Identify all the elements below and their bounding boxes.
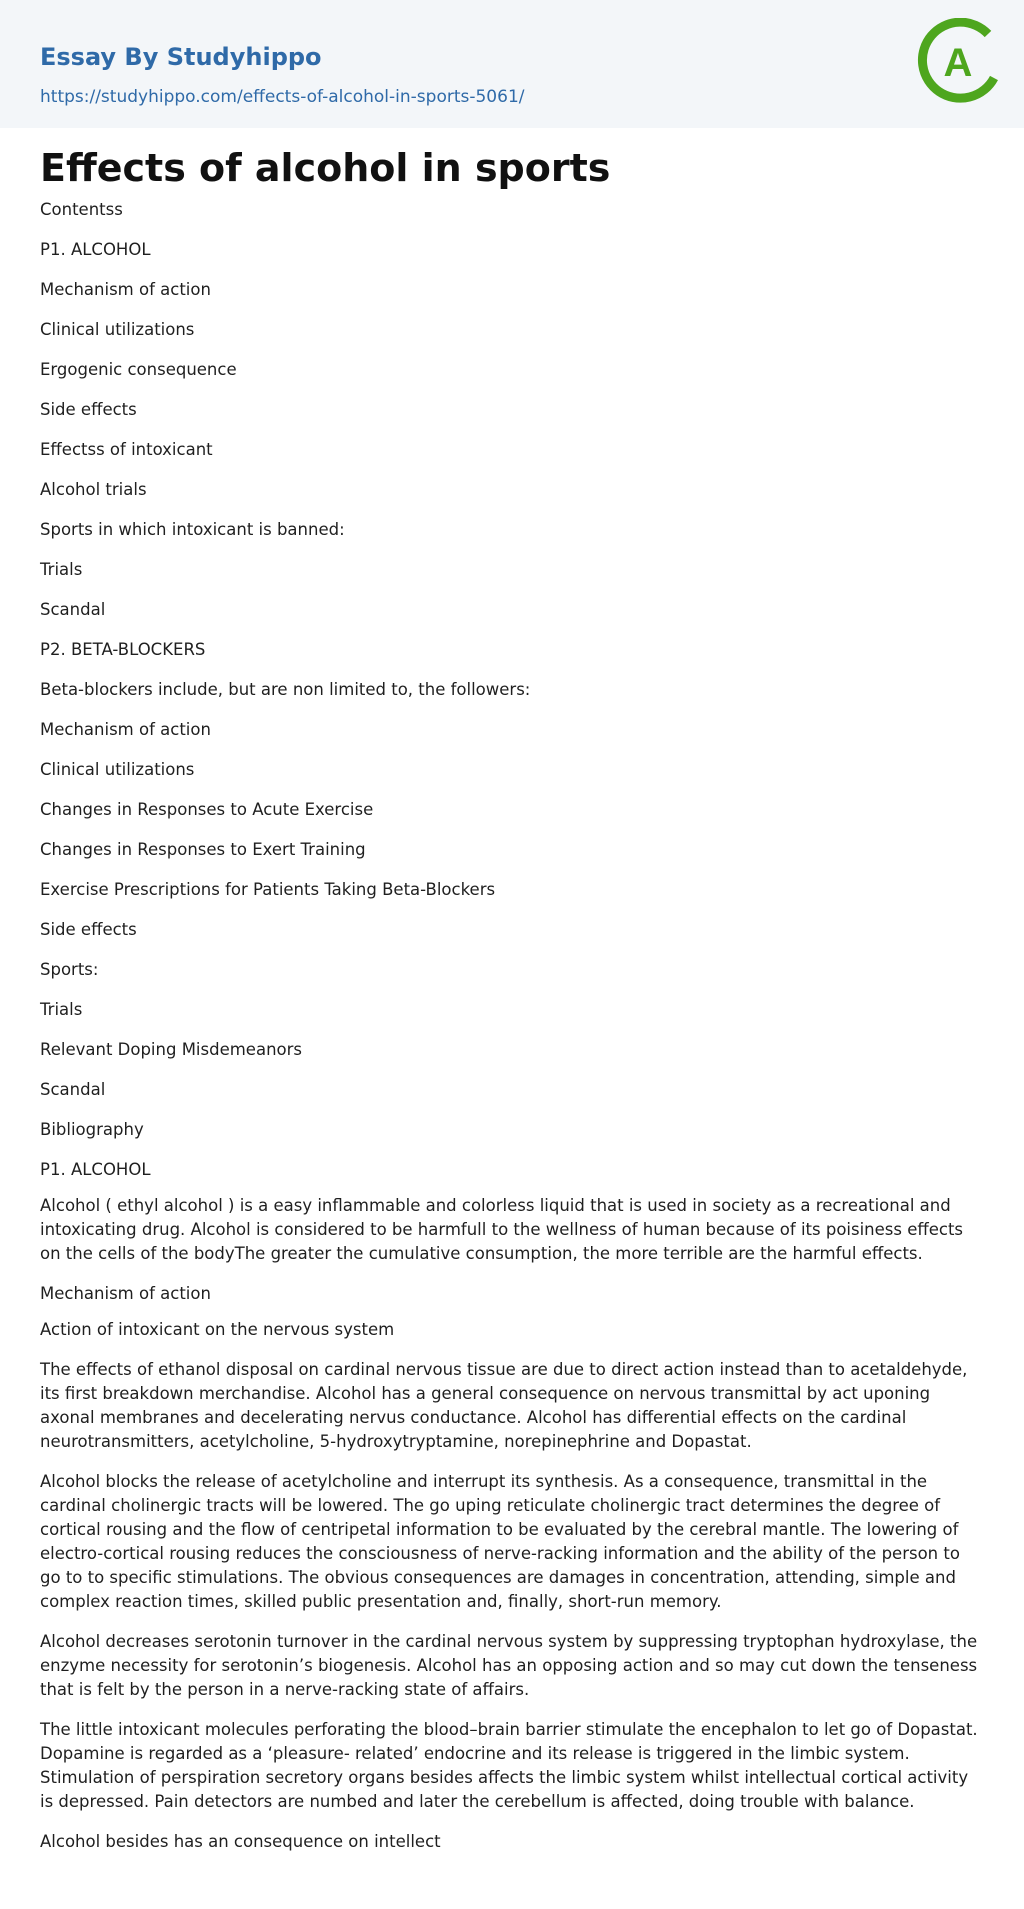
toc-item: Alcohol trials [40, 480, 147, 499]
site-header [0, 0, 1024, 128]
body-paragraph: Alcohol besides has an consequence on intellect [40, 1832, 441, 1851]
section-heading: Mechanism of action [40, 1284, 211, 1303]
toc-item: Scandal [40, 600, 106, 619]
studyhippo-logo-icon[interactable] [914, 18, 1002, 106]
toc-item: Bibliography [40, 1120, 144, 1139]
section-heading: P1. ALCOHOL [40, 1160, 151, 1179]
table-of-contents [40, 198, 984, 1182]
toc-item: Exercise Prescriptions for Patients Taking Beta-Blockers [40, 880, 496, 899]
intro-paragraph: Alcohol ( ethyl alcohol ) is a easy inflammable and colorless liquid that is used in society as a recreational and intoxicating drug. Alcohol is considered to be harmfull to the wellness of human because of its poisiness effects on the cells of the bodyThe greater the cumulative consumption, the more terrible are the harmful effects. [40, 1196, 964, 1263]
toc-item: Mechanism of action [40, 280, 211, 299]
toc-item: P1. ALCOHOL [40, 240, 151, 259]
toc-item: Trials [40, 560, 83, 579]
toc-item: Changes in Responses to Exert Training [40, 840, 366, 859]
toc-item: Sports in which intoxicant is banned: [40, 520, 345, 539]
body-paragraph: Alcohol blocks the release of acetylcholine and interrupt its synthesis. As a consequence, transmittal in the cardinal cholinergic tracts will be lowered. The go uping reticulate cholinergic tract determines the degree of cortical rousing and the flow of centripetal information to be evaluated by the cerebral mantle. The lowering of electro-cortical rousing reduces the consciousness of nerve-racking information and the ability of the person to go to to specific stimulations. The obvious consequences are damages in concentration, attending, simple and complex reaction times, skilled public presentation and, finally, short-run memory. [40, 1472, 960, 1611]
source-url-link[interactable]: https://studyhippo.com/effects-of-alcohol-in-sports-5061/ [40, 87, 525, 107]
toc-item: Effectss of intoxicant [40, 440, 213, 459]
logo-letter: A [943, 41, 973, 85]
toc-item: Side effects [40, 400, 137, 419]
contents-heading: Contentss [40, 200, 123, 219]
page-title: Effects of alcohol in sports [40, 146, 611, 190]
body-paragraph: The effects of ethanol disposal on cardinal nervous tissue are due to direct action instead than to acetaldehyde, its first breakdown merchandise. Alcohol has a general consequence on nervous transmittal by act uponing axonal membranes and decelerating nervus conductance. Alcohol has differential effects on the cardinal neurotransmitters, acetylcholine, 5-hydroxytryptamine, norepinephrine and Dopastat. [40, 1360, 968, 1451]
body-paragraph: Alcohol decreases serotonin turnover in the cardinal nervous system by suppressing tryptophan hydroxylase, the enzyme necessity for serotonin’s biogenesis. Alcohol has an opposing action and so may cut down the tenseness that is felt by the person in a nerve-racking state of affairs. [40, 1632, 978, 1699]
toc-item: Clinical utilizations [40, 320, 195, 339]
toc-item: Sports: [40, 960, 99, 979]
toc-item: Trials [40, 1000, 83, 1019]
toc-item: Scandal [40, 1080, 106, 1099]
body-paragraph: The little intoxicant molecules perforating the blood–brain barrier stimulate the encephalon to let go of Dopastat. Dopamine is regarded as a ‘pleasure- related’ endocrine and its release is triggered in the limbic system. Stimulation of perspiration secretory organs besides affects the limbic system whilst intellectual cortical activity is depressed. Pain detectors are numbed and later the cerebellum is affected, doing trouble with balance. [40, 1720, 978, 1811]
toc-item: P2. BETA-BLOCKERS [40, 640, 206, 659]
toc-item: Changes in Responses to Acute Exercise [40, 800, 374, 819]
toc-item: Mechanism of action [40, 720, 211, 739]
toc-item: Relevant Doping Misdemeanors [40, 1040, 303, 1059]
toc-item: Side effects [40, 920, 137, 939]
article-content [0, 144, 1024, 1854]
toc-item: Clinical utilizations [40, 760, 195, 779]
toc-item: Ergogenic consequence [40, 360, 237, 379]
toc-item: Beta-blockers include, but are non limited to, the followers: [40, 680, 531, 699]
brand-title: Essay By Studyhippo [40, 43, 322, 71]
subsection-heading: Action of intoxicant on the nervous system [40, 1320, 395, 1339]
